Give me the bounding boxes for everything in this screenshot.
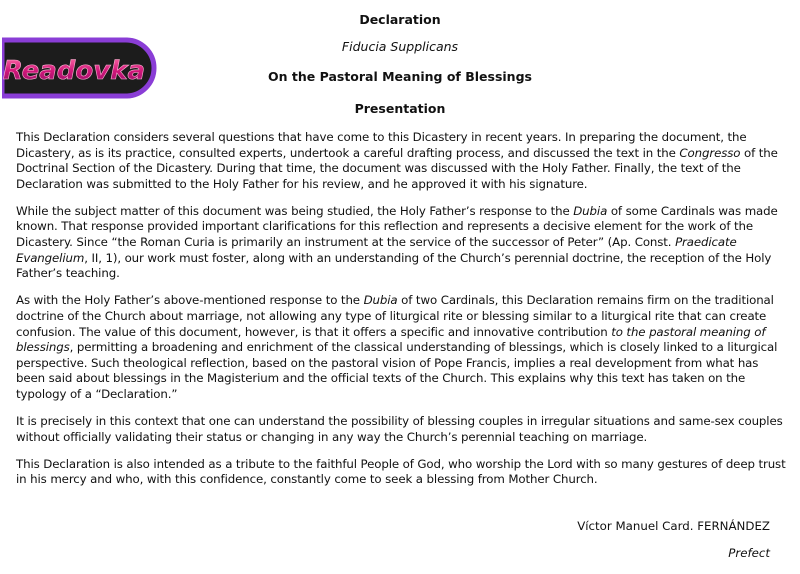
paragraph-3 [16,293,790,402]
text-run: This Declaration is also intended as a tribute to the faithful People of God, who worship the Lord with so many gestures of deep trust in his mercy and who, with this confidence, constantly come to seek a blessing from Mother Church. [16,456,786,487]
text-run: , permitting a broadening and enrichment of the classical understanding of blessings, which is closely linked to a liturgical perspective. Such theological reflection, based on the pastoral vision of Pope Francis, implies a real development from what has been said about blessings in the Magisterium and the official texts of the Church. This explains why this text has taken on the typology of a “Declaration.” [16,340,778,401]
text-run: of the Doctrinal Section of the Dicastery. During that time, the document was discussed with the Holy Father. Finally, the text of the Declaration was submitted to the Holy Father for his review, and he approved it with his signature. [16,145,778,191]
text-run: of some Cardinals was made known. That response provided important clarifications for this reflection and represents a decisive element for the work of the Dicastery. Since “the Roman Curia is primarily an instrument at the service of the successor of Peter” (Ap. Const. [16,203,778,250]
document-subtitle: Fiducia Supplicans [341,39,459,54]
text-run: , II, 1), our work must foster, along with an understanding of the Church’s perennial doctrine, the reception of the Holy Father’s teaching. [16,250,772,281]
signature-name: Víctor Manuel Card. FERNÁNDEZ [577,519,770,533]
body-text [16,130,790,499]
document-heading: On the Pastoral Meaning of Blessings [268,69,532,84]
italic-term: Congresso [679,145,741,160]
italic-term: Dubia [363,293,398,308]
section-heading: Presentation [354,101,446,116]
signature-role: Prefect [728,546,770,560]
paragraph-4 [16,414,790,445]
document-title: Declaration [359,12,441,27]
italic-term: Dubia [573,203,608,218]
paragraph-5 [16,457,790,488]
text-run: of two Cardinals, this Declaration remains firm on the traditional doctrine of the Church about marriage, not allowing any type of liturgical rite or blessing similar to a liturgical rite that can create confusion. The value of this document, however, is that it offers a specific and innovative contribution [16,293,774,339]
text-run: As with the Holy Father’s above-mentioned response to the [16,293,364,308]
text-run: This Declaration considers several questions that have come to this Dicastery in recent years. In preparing the document, the Dicastery, as is its practice, consulted experts, undertook a careful drafting process, and discussed the text in the [16,130,747,160]
italic-term: to the pastoral meaning of blessings [16,324,766,355]
text-run: It is precisely in this context that one can understand the possibility of blessing couples in irregular situations and same-sex couples without officially validating their status or changing in any way the Church’s perennial teaching on marriage. [16,414,783,444]
logo-text: Readovka [2,56,146,86]
text-run: While the subject matter of this document was being studied, the Holy Father’s response to the [16,203,574,218]
italic-term: Praedicate Evangelium [16,235,737,265]
paragraph-1 [16,130,790,192]
paragraph-2 [16,204,790,282]
